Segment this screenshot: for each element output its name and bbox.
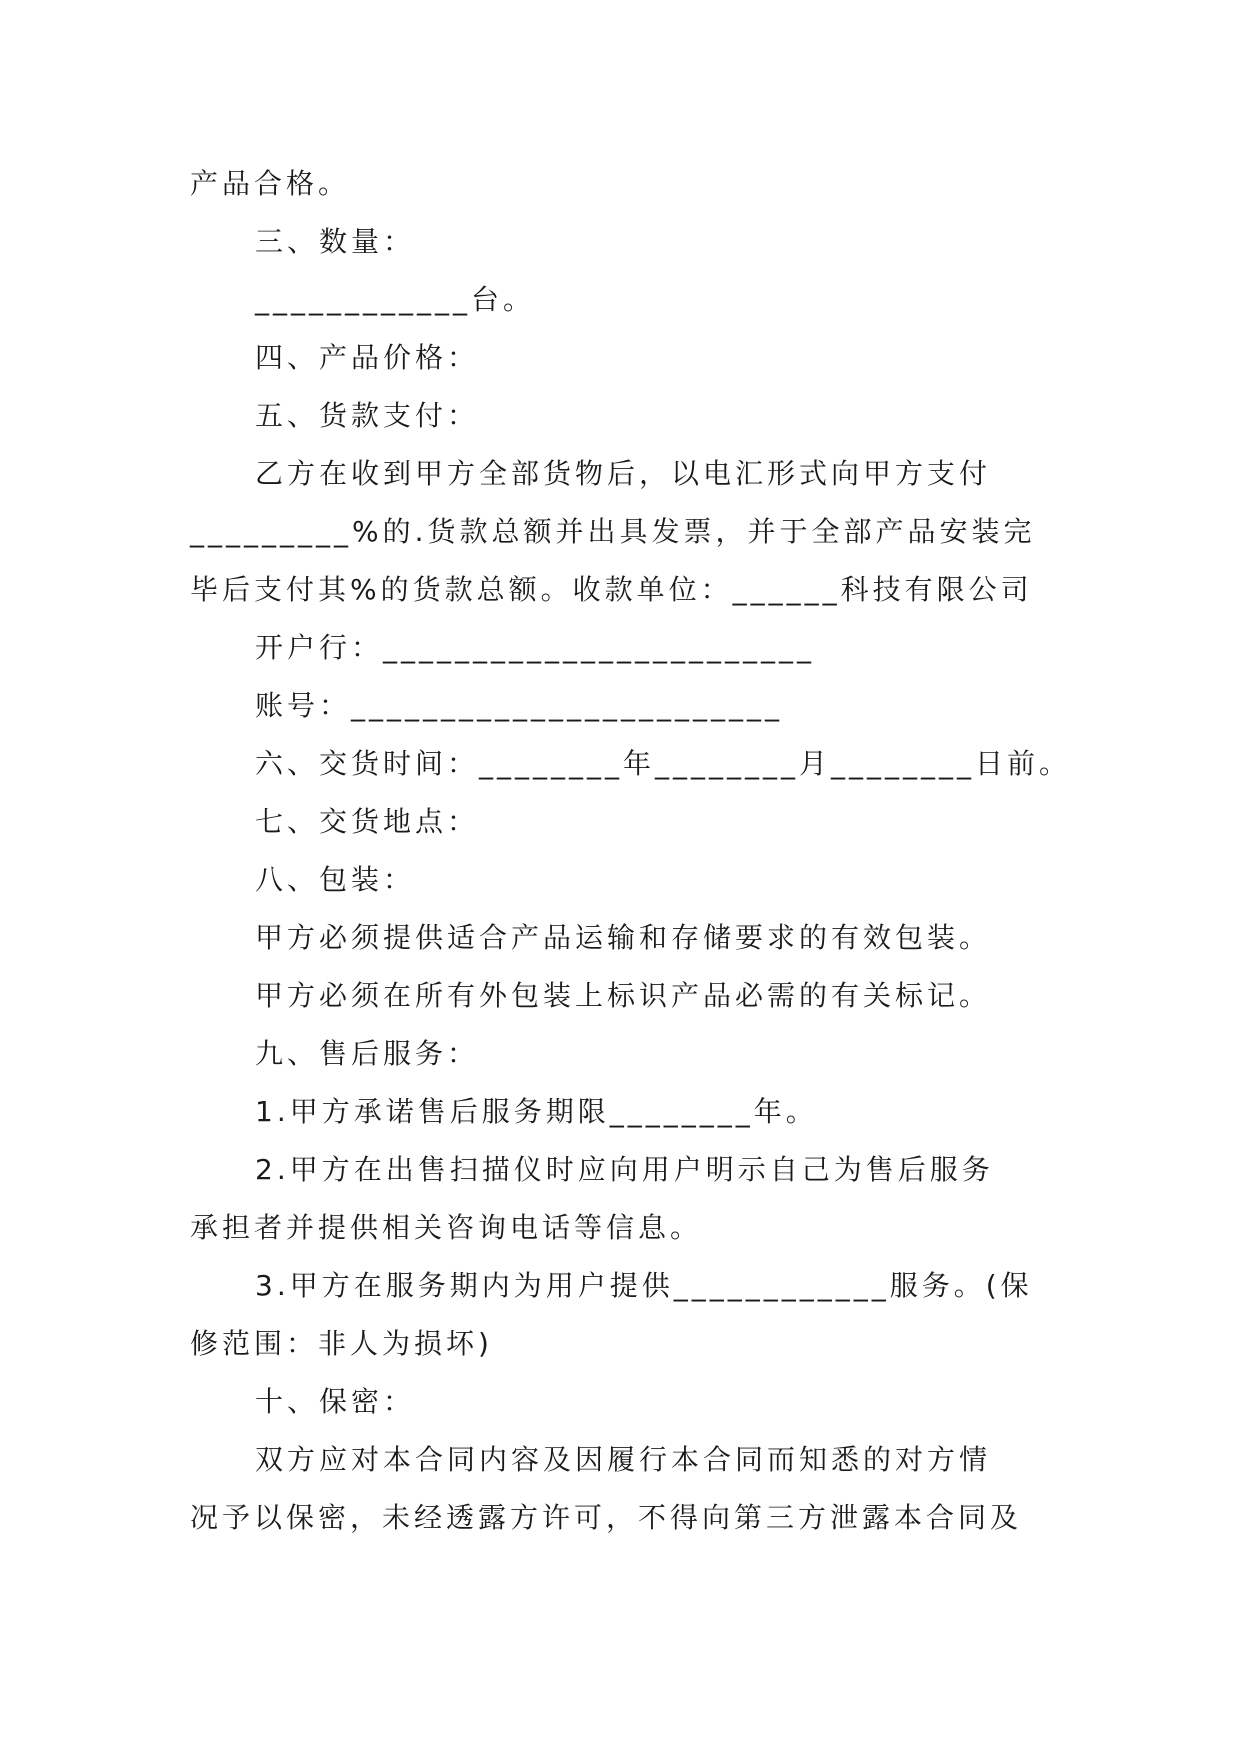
text-line: 甲方必须在所有外包装上标识产品必需的有关标记。 <box>255 979 992 1012</box>
section-heading-after-sales: 九、售后服务： <box>255 1037 480 1070</box>
text-line: 3.甲方在服务期内为用户提供____________服务。(保 <box>255 1269 1033 1302</box>
text-line: 况予以保密，未经透露方许可，不得向第三方泄露本合同及 <box>190 1501 1023 1534</box>
text-line: _________%的.货款总额并出具发票，并于全部产品安装完 <box>190 515 1036 548</box>
text-line: 承担者并提供相关咨询电话等信息。 <box>190 1211 703 1244</box>
text-line: 毕后支付其%的货款总额。收款单位：______科技有限公司 <box>190 573 1033 606</box>
section-heading-quantity: 三、数量： <box>255 225 416 258</box>
section-heading-price: 四、产品价格： <box>255 341 480 374</box>
text-line: ____________台。 <box>255 283 536 316</box>
text-line: 账号：________________________ <box>255 689 784 722</box>
section-heading-delivery-time: 六、交货时间：________年________月________日前。 <box>255 747 1072 780</box>
section-heading-delivery-place: 七、交货地点： <box>255 805 480 838</box>
text-line: 双方应对本合同内容及因履行本合同而知悉的对方情 <box>255 1443 992 1476</box>
text-line: 1.甲方承诺售后服务期限________年。 <box>255 1095 818 1128</box>
section-heading-confidentiality: 十、保密： <box>255 1385 416 1418</box>
text-line: 2.甲方在出售扫描仪时应向用户明示自己为售后服务 <box>255 1153 994 1186</box>
text-line: 乙方在收到甲方全部货物后，以电汇形式向甲方支付 <box>255 457 992 490</box>
section-heading-packaging: 八、包装： <box>255 863 416 896</box>
section-heading-payment: 五、货款支付： <box>255 399 480 432</box>
text-line: 修范围：非人为损坏) <box>190 1327 493 1360</box>
text-line: 开户行：________________________ <box>255 631 816 664</box>
text-line: 产品合格。 <box>190 167 351 200</box>
text-line: 甲方必须提供适合产品运输和存储要求的有效包装。 <box>255 921 992 954</box>
